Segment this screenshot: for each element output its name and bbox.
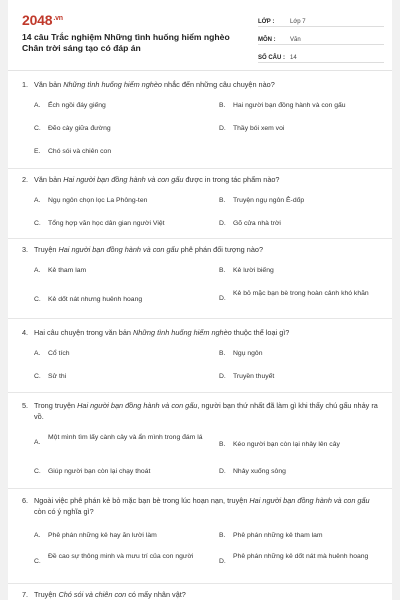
question-2 xyxy=(22,175,380,227)
logo-brand: 2048 xyxy=(22,12,53,28)
option-a[interactable] xyxy=(34,349,194,359)
option-c[interactable] xyxy=(34,467,204,477)
question-text-part: Trong truyện xyxy=(34,401,78,410)
option-letter: D. xyxy=(219,295,226,302)
question-number: 3. xyxy=(22,245,29,254)
option-b[interactable] xyxy=(219,101,379,111)
option-text: Gõ cửa nhà trời xyxy=(233,220,281,227)
option-text: Phê phán những kẻ tham lam xyxy=(233,532,323,539)
option-c[interactable] xyxy=(34,219,209,229)
option-d[interactable] xyxy=(219,289,379,302)
question-text-part: Hai câu chuyện trong văn bản xyxy=(34,328,133,337)
site-logo[interactable] xyxy=(22,12,63,28)
question-5 xyxy=(22,401,380,475)
question-text-part: Truyện xyxy=(34,590,59,599)
question-text-part: Truyện xyxy=(34,245,59,254)
question-number: 7. xyxy=(22,590,29,599)
option-a[interactable] xyxy=(34,196,204,206)
option-text: Sử thi xyxy=(48,373,67,380)
question-text xyxy=(22,590,380,600)
option-a[interactable] xyxy=(34,266,194,276)
question-1 xyxy=(22,80,380,155)
option-letter: B. xyxy=(219,532,226,539)
option-letter: C. xyxy=(34,558,41,565)
question-text-part: Ngoài việc phê phán kẻ bỏ mặc bạn bè trong lúc hoạn nạn, truyện xyxy=(34,496,250,505)
option-text: Kẻ dốt nát nhưng huênh hoang xyxy=(48,296,143,303)
option-d[interactable] xyxy=(219,552,379,565)
option-text: Chó sói và chiên con xyxy=(48,148,112,155)
option-letter: A. xyxy=(34,350,41,357)
option-letter: D. xyxy=(219,373,226,380)
question-text-part: còn có ý nghĩa gì? xyxy=(34,506,94,516)
option-text: Truyện ngụ ngôn Ê-dốp xyxy=(233,197,305,204)
option-e[interactable] xyxy=(34,147,194,157)
option-text: Tổng hợp văn học dân gian người Việt xyxy=(48,220,165,227)
option-c[interactable] xyxy=(34,124,194,134)
option-letter: C. xyxy=(34,125,41,132)
meta-label: LỚP : xyxy=(258,19,275,25)
question-text xyxy=(22,175,380,186)
option-letter: A. xyxy=(34,267,41,274)
question-work-title: Những tình huống hiểm nghèo xyxy=(63,80,162,89)
question-work-title: Chó sói và chiên con xyxy=(58,590,127,599)
option-text: Ếch ngồi đáy giếng xyxy=(48,102,106,109)
option-c[interactable] xyxy=(34,372,194,382)
question-3 xyxy=(22,245,380,303)
question-text xyxy=(22,328,380,339)
question-6 xyxy=(22,496,380,565)
option-text: Đẽo cày giữa đường xyxy=(48,125,111,132)
option-text: Một mình tìm lấy cành cây và ẩn mình trong đám lá xyxy=(48,434,203,441)
option-text: Kẻ tham lam xyxy=(48,267,87,274)
option-letter: E. xyxy=(34,148,41,155)
question-text-part: Văn bản xyxy=(34,175,64,184)
document-page xyxy=(8,0,392,600)
question-text xyxy=(22,401,380,422)
question-text-part: Văn bản xyxy=(34,80,64,89)
option-b[interactable] xyxy=(219,196,379,206)
option-d[interactable] xyxy=(219,372,379,382)
question-4 xyxy=(22,328,380,380)
option-letter: B. xyxy=(219,102,226,109)
question-text-part: phê phán đối tượng nào? xyxy=(178,245,263,254)
option-text: Ngụ ngôn chọn lọc La Phông-ten xyxy=(48,197,148,204)
option-letter: A. xyxy=(34,439,41,446)
option-letter: B. xyxy=(219,267,226,274)
question-work-title: Hai người bạn đồng hành và con gấu xyxy=(58,245,179,254)
option-c[interactable] xyxy=(34,552,204,565)
option-text: Giúp người bạn còn lại chạy thoát xyxy=(48,468,151,475)
option-d[interactable] xyxy=(219,219,379,229)
question-number: 6. xyxy=(22,496,29,505)
option-d[interactable] xyxy=(219,124,379,134)
meta-value: Văn xyxy=(290,37,301,43)
option-b[interactable] xyxy=(219,266,379,276)
meta-row-class xyxy=(258,12,384,27)
question-text-part: được in trong tác phẩm nào? xyxy=(183,175,280,184)
question-text-part: thuộc thể loại gì? xyxy=(231,328,290,337)
meta-row-count xyxy=(258,48,384,63)
option-letter: B. xyxy=(219,441,226,448)
question-text-part: có mấy nhân vật? xyxy=(126,590,186,599)
logo-suffix: .vn xyxy=(53,15,63,22)
document-header xyxy=(8,0,392,71)
option-letter: A. xyxy=(34,532,41,539)
option-text: Phê phán những kẻ dốt nát mà huênh hoang xyxy=(233,553,369,560)
question-number: 2. xyxy=(22,175,29,184)
option-letter: B. xyxy=(219,197,226,204)
option-text: Thầy bói xem voi xyxy=(233,125,285,132)
option-a[interactable] xyxy=(34,433,204,446)
option-letter: D. xyxy=(219,468,226,475)
meta-value: 14 xyxy=(290,55,297,61)
meta-table xyxy=(258,12,384,66)
question-text xyxy=(22,80,380,91)
option-text: Đề cao sự thông minh và mưu trí của con người xyxy=(48,553,194,560)
question-work-title: Hai người bạn đồng hành và con gấu xyxy=(77,401,198,410)
option-letter: C. xyxy=(34,220,41,227)
option-letter: B. xyxy=(219,350,226,357)
meta-row-subject xyxy=(258,30,384,45)
option-text: Phê phán những kẻ hay ăn lười làm xyxy=(48,532,157,539)
meta-value: Lớp 7 xyxy=(290,19,306,25)
option-letter: D. xyxy=(219,220,226,227)
question-divider xyxy=(8,392,392,393)
option-letter: C. xyxy=(34,296,41,303)
option-b[interactable] xyxy=(219,440,384,450)
question-work-title: Hai người bạn đồng hành và con gấu xyxy=(249,496,370,505)
option-text: Truyền thuyết xyxy=(233,373,275,380)
meta-label: SỐ CÂU : xyxy=(258,55,285,61)
option-a[interactable] xyxy=(34,101,194,111)
option-letter: A. xyxy=(34,197,41,204)
option-letter: D. xyxy=(219,558,226,565)
meta-label: MÔN : xyxy=(258,37,276,43)
question-divider xyxy=(8,168,392,169)
question-divider xyxy=(8,318,392,319)
question-work-title: Những tình huống hiểm nghèo xyxy=(132,328,232,337)
option-letter: A. xyxy=(34,102,41,109)
option-text: Cổ tích xyxy=(48,350,70,357)
question-number: 5. xyxy=(22,401,29,410)
document-title: 14 câu Trắc nghiệm Những tình huống hiểm nghèo Chân trời sáng tạo có đáp án xyxy=(22,32,230,53)
question-divider xyxy=(8,583,392,584)
question-text-part: , người bạn thứ nhất đã làm gì khi thấy chú gấu nhảy ra vồ. xyxy=(34,401,378,421)
option-c[interactable] xyxy=(34,295,204,305)
option-a[interactable] xyxy=(34,531,204,541)
question-text xyxy=(22,496,380,517)
question-7 xyxy=(22,590,380,600)
question-text xyxy=(22,245,380,256)
option-d[interactable] xyxy=(219,467,379,477)
option-text: Nhảy xuống sông xyxy=(233,468,286,475)
option-letter: C. xyxy=(34,373,41,380)
question-number: 4. xyxy=(22,328,29,337)
option-text: Kéo người bạn còn lại nhảy lên cây xyxy=(233,441,340,448)
question-number: 1. xyxy=(22,80,29,89)
option-b[interactable] xyxy=(219,531,379,541)
option-b[interactable] xyxy=(219,349,379,359)
option-text: Ngụ ngôn xyxy=(233,350,263,357)
option-text: Kẻ lười biếng xyxy=(233,267,274,274)
question-work-title: Hai người bạn đồng hành và con gấu xyxy=(63,175,184,184)
option-letter: D. xyxy=(219,125,226,132)
question-divider xyxy=(8,238,392,239)
question-text-part: nhắc đến những câu chuyện nào? xyxy=(161,80,275,89)
option-text: Kẻ bỏ mặc bạn bè trong hoàn cảnh khó khăn xyxy=(233,290,369,297)
question-divider xyxy=(8,488,392,489)
option-letter: C. xyxy=(34,468,41,475)
option-text: Hai người bạn đồng hành và con gấu xyxy=(233,102,346,109)
